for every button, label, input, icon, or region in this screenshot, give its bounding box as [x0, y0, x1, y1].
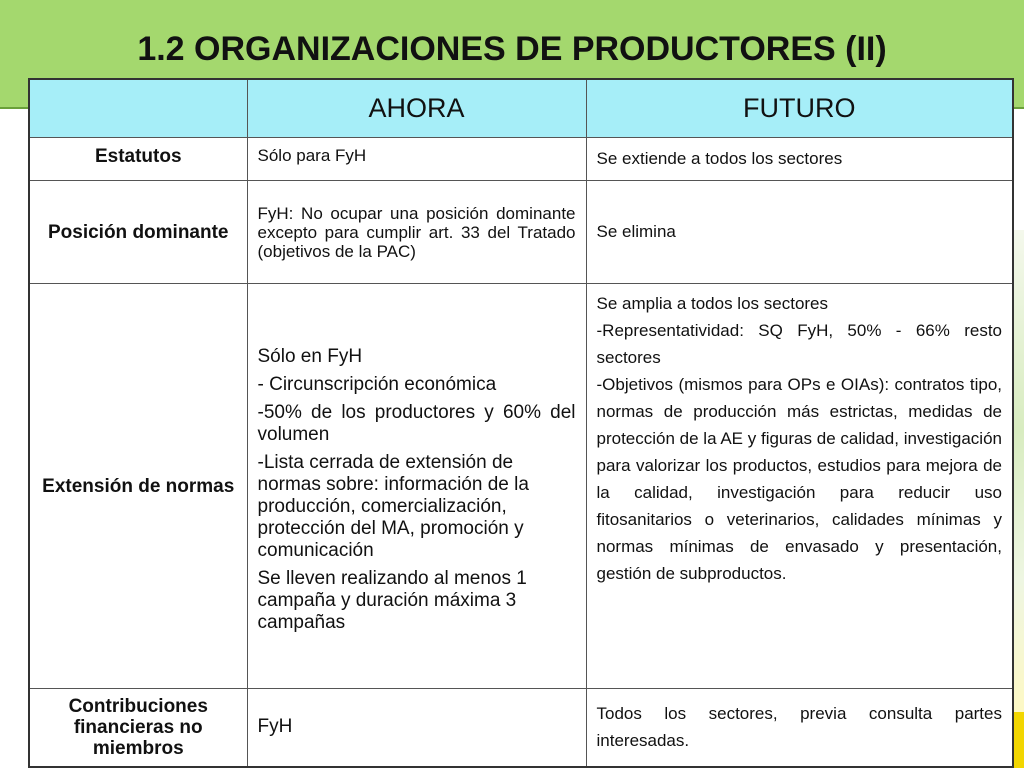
cell-text: Se extiende a todos los sectores	[596, 149, 843, 168]
cell-text: -50% de los productores y 60% del volumen	[257, 402, 576, 445]
table-row	[29, 138, 1013, 181]
cell-futuro-extension	[586, 284, 1013, 689]
cell-text: Se elimina	[596, 222, 676, 241]
comparison-table	[28, 78, 1014, 768]
page-title: 1.2 ORGANIZACIONES DE PRODUCTORES (II)	[137, 30, 887, 68]
cell-futuro-posicion	[586, 181, 1013, 284]
table-header-row	[29, 79, 1013, 138]
cell-ahora-contribuciones	[247, 689, 586, 767]
cell-text: Se lleven realizando al menos 1 campaña y duración máxima 3 campañas	[257, 568, 527, 633]
row-label-estatutos: Estatutos	[29, 138, 247, 181]
cell-text: FyH: No ocupar una posición dominante excepto para cumplir art. 33 del Tratado (objetivos de la PAC)	[257, 203, 576, 261]
table-row	[29, 284, 1013, 689]
cell-text: Todos los sectores, previa consulta partes interesadas.	[596, 704, 1002, 751]
cell-ahora-posicion	[247, 181, 586, 284]
table-row	[29, 689, 1013, 767]
cell-ahora-estatutos	[247, 138, 586, 181]
header-futuro: FUTURO	[586, 79, 1013, 138]
table-row	[29, 181, 1013, 284]
cell-text: FyH	[257, 716, 293, 738]
cell-text: - Circunscripción económica	[257, 374, 497, 395]
cell-text: Se amplia a todos los sectores	[596, 294, 829, 313]
cell-text: Sólo para FyH	[257, 146, 367, 165]
row-label-extension: Extensión de normas	[29, 284, 247, 689]
cell-ahora-extension	[247, 284, 586, 689]
header-empty	[29, 79, 247, 138]
row-label-posicion: Posición dominante	[29, 181, 247, 284]
cell-text: -Representatividad: SQ FyH, 50% - 66% resto sectores	[596, 321, 1002, 367]
cell-futuro-estatutos	[586, 138, 1013, 181]
cell-text: -Lista cerrada de extensión de normas sobre: información de la producción, comercialización, protección del MA, promoción y comunicación	[257, 452, 529, 561]
header-ahora: AHORA	[247, 79, 586, 138]
cell-text: Sólo en FyH	[257, 346, 363, 367]
cell-text: -Objetivos (mismos para OPs e OIAs): contratos tipo, normas de producción más estrictas, medidas de protección de la AE y figuras de calidad, investigación para valorizar los productos, estudios para mejora de la calidad, investigación para reducir uso fitosanitarios o veterinarios, calidades mínimas y normas mínimas de envasado y presentación, gestión de subproductos.	[596, 375, 1002, 583]
cell-futuro-contribuciones	[586, 689, 1013, 767]
row-label-contribuciones: Contribuciones financieras no miembros	[29, 689, 247, 767]
